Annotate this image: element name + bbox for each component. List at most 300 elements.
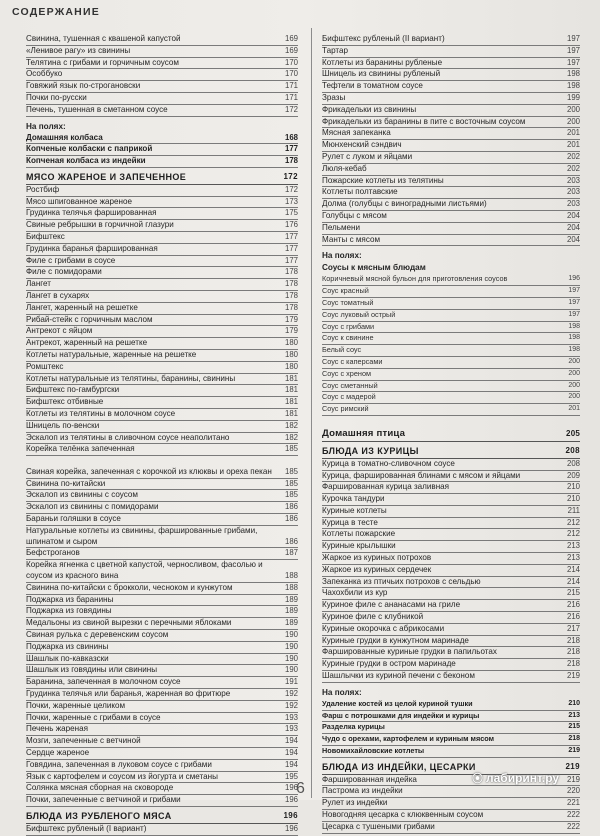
toc-entry <box>322 187 580 199</box>
toc-entry <box>322 459 580 471</box>
entry-title: Корейка телёнка запеченная <box>26 444 135 454</box>
toc-entry <box>26 244 298 256</box>
entry-title: Копченые колбаски с паприкой <box>26 144 153 154</box>
toc-entry <box>322 322 580 334</box>
toc-entry <box>322 529 580 541</box>
heading-title: БЛЮДА ИЗ ИНДЕЙКИ, ЦЕСАРКИ <box>322 761 476 772</box>
entry-title: Свинина по-китайски <box>26 478 106 488</box>
toc-entry <box>26 338 298 350</box>
toc-entry <box>322 588 580 600</box>
toc-entry <box>26 34 298 46</box>
entry-title: Фарш с потрошками для индейки и курицы <box>322 710 480 720</box>
toc-entry <box>322 404 580 416</box>
entry-page: 198 <box>568 334 580 342</box>
toc-entry <box>26 362 298 374</box>
entry-page: 197 <box>568 287 580 295</box>
toc-entry <box>26 760 298 772</box>
entry-title: Куриные котлеты <box>322 505 387 515</box>
entry-title: Чахохбили из кур <box>322 588 388 598</box>
entry-title: Медальоны из свиной вырезки с перечными яблоками <box>26 618 232 628</box>
toc-entry <box>26 105 298 117</box>
entry-title: Бараньи голяшки в соусе <box>26 514 121 524</box>
toc-entry <box>322 140 580 152</box>
entry-title: Соус с каперсами <box>322 356 383 366</box>
entry-title: Печень жареная <box>26 724 88 734</box>
entry-title: Жаркое из куриных сердечек <box>322 564 432 574</box>
toc-entry <box>26 291 298 303</box>
heading-title: Домашняя птица <box>322 427 406 439</box>
toc-entry <box>26 303 298 315</box>
entry-title: Куриное филе с ананасами на гриле <box>322 600 461 610</box>
entry-title: Курица, фаршированная блинами с мясом и яйцами <box>322 470 521 480</box>
entry-page: 172 <box>284 184 298 194</box>
entry-page: 168 <box>284 132 298 142</box>
entry-page: 197 <box>568 298 580 306</box>
entry-title: Свиная корейка, запеченная с корочкой из клюквы и ореха пекан <box>26 466 272 476</box>
toc-entry <box>322 81 580 93</box>
entry-page: 219 <box>566 774 580 784</box>
entry-title: Фрикадельки из свинины <box>322 104 417 114</box>
entry-page: 194 <box>284 748 298 758</box>
entry-page: 178 <box>284 302 298 312</box>
entry-title: Фаршированные куриные грудки в папильотах <box>322 647 497 657</box>
entry-page: 190 <box>284 630 298 640</box>
toc-entry <box>322 46 580 58</box>
entry-page: 222 <box>566 810 580 820</box>
entry-page: 186 <box>284 536 298 546</box>
entry-page: 179 <box>284 326 298 336</box>
toc-entry <box>26 374 298 386</box>
toc-entry <box>26 433 298 445</box>
entry-title: Бифштекс по-гамбургски <box>26 385 120 395</box>
entry-page: 203 <box>566 199 580 209</box>
entry-title: Тефтели в томатном соусе <box>322 81 423 91</box>
heading-page: 172 <box>283 171 298 181</box>
toc-entry <box>26 315 298 327</box>
entry-title: Соус красный <box>322 286 369 296</box>
entry-page: 193 <box>284 712 298 722</box>
toc-entry <box>322 211 580 223</box>
entry-title: «Ленивое рагу» из свинины <box>26 45 131 55</box>
entry-page: 211 <box>567 505 580 515</box>
entry-page: 169 <box>284 45 298 55</box>
entry-page: 197 <box>568 310 580 318</box>
entry-title: Грудинка баранья фаршированная <box>26 243 158 253</box>
entry-title: Соус с хреном <box>322 368 372 378</box>
entry-title: Антрекот с яйцом <box>26 326 93 336</box>
toc-entry <box>26 81 298 93</box>
entry-title: Рулет из индейки <box>322 798 388 808</box>
toc-entry <box>322 69 580 81</box>
toc-entry <box>322 34 580 46</box>
toc-entry <box>322 518 580 530</box>
toc-entry <box>322 333 580 345</box>
entry-title: Эскалоп из свинины с помидорами <box>26 502 159 512</box>
entry-page: 188 <box>284 571 298 581</box>
entry-page: 216 <box>566 600 580 610</box>
toc-entry <box>26 606 298 618</box>
entry-title: Куриное филе с клубникой <box>322 612 424 622</box>
toc-entry <box>322 235 580 247</box>
toc-entry <box>26 724 298 736</box>
entry-title: Домашняя колбаса <box>26 132 103 142</box>
toc-entry <box>322 164 580 176</box>
entry-page: 179 <box>284 314 298 324</box>
entry-page: 175 <box>284 208 298 218</box>
entry-page: 181 <box>284 397 298 407</box>
entry-title: Свиная рулька с деревенским соусом <box>26 630 169 640</box>
toc-entry <box>26 156 298 168</box>
toc-entry <box>322 810 580 822</box>
entry-page: 204 <box>566 234 580 244</box>
toc-entry <box>26 133 298 145</box>
entry-page: 198 <box>566 69 580 79</box>
toc-entry <box>322 671 580 683</box>
heading-page: 196 <box>283 811 298 820</box>
entry-page: 216 <box>566 612 580 622</box>
margin-notes-label: На полях: <box>322 687 362 697</box>
entry-title: Рибай-стейк с горчичным маслом <box>26 314 153 324</box>
entry-title: Соус томатный <box>322 297 374 307</box>
entry-page: 196 <box>568 275 580 283</box>
toc-entry <box>322 541 580 553</box>
entry-page: 187 <box>284 548 298 558</box>
entry-title: Бифштекс отбивные <box>26 397 104 407</box>
entry-title: Соус с мадерой <box>322 392 376 402</box>
toc-left-column <box>26 34 298 836</box>
entry-title: Поджарка из говядины <box>26 606 112 616</box>
toc-entry <box>26 795 298 807</box>
entry-title: Соус луковый острый <box>322 309 396 319</box>
toc-entry <box>26 548 298 560</box>
toc-entry <box>322 152 580 164</box>
toc-entry <box>322 647 580 659</box>
entry-title: Разделка курицы <box>322 722 385 732</box>
entry-title: Котлеты из баранины рубленые <box>322 57 443 67</box>
entry-title: Куриные окорочка с абрикосами <box>322 623 445 633</box>
entry-title: Грудинка телячья или баранья, жаренная во фритюре <box>26 689 231 699</box>
entry-page: 192 <box>284 689 298 699</box>
entry-title: Лангет, жаренный на решетке <box>26 302 138 312</box>
entry-page: 178 <box>284 156 298 166</box>
entry-page: 204 <box>566 210 580 220</box>
entry-title: Поджарка из свинины <box>26 641 109 651</box>
entry-page: 178 <box>284 290 298 300</box>
entry-title: Грудинка телячья фаршированная <box>26 208 157 218</box>
toc-entry <box>322 392 580 404</box>
toc-entry <box>322 612 580 624</box>
toc-entry <box>26 630 298 642</box>
entry-page: 176 <box>284 220 298 230</box>
entry-title: Пожарские котлеты из телятины <box>322 175 444 185</box>
toc-entry <box>26 560 298 583</box>
entry-page: 204 <box>566 222 580 232</box>
entry-title: Говядина, запеченная в луковом соусе с грибами <box>26 759 212 769</box>
entry-title: Котлеты из телятины в молочном соусе <box>26 408 176 418</box>
heading-title: БЛЮДА ИЗ КУРИЦЫ <box>322 445 419 456</box>
entry-title: Белый соус <box>322 345 362 355</box>
toc-right-column <box>322 34 580 834</box>
entry-title: Поджарка из баранины <box>26 594 114 604</box>
toc-entry <box>322 223 580 235</box>
entry-page: 185 <box>284 444 298 454</box>
entry-title: Почки, жаренные целиком <box>26 700 126 710</box>
toc-entry <box>322 699 580 711</box>
entry-page: 178 <box>284 279 298 289</box>
entry-page: 194 <box>284 759 298 769</box>
entry-title: Куриные крылышки <box>322 541 396 551</box>
entry-page: 189 <box>284 618 298 628</box>
entry-page: 177 <box>284 243 298 253</box>
entry-page: 201 <box>568 405 580 413</box>
entry-title: Мозги, запеченные с ветчиной <box>26 736 141 746</box>
toc-entry <box>322 298 580 310</box>
entry-title: Язык с картофелем и соусом из йогурта и сметаны <box>26 771 218 781</box>
entry-title: Ростбиф <box>26 184 60 194</box>
toc-entry <box>322 274 580 286</box>
toc-entry <box>322 494 580 506</box>
entry-title: Фрикадельки из баранины в пите с восточным соусом <box>322 116 526 126</box>
entry-page: 190 <box>284 641 298 651</box>
entry-page: 193 <box>284 724 298 734</box>
entry-page: 198 <box>568 322 580 330</box>
toc-entry <box>322 176 580 188</box>
entry-page: 186 <box>284 514 298 524</box>
toc-entry <box>322 600 580 612</box>
toc-entry <box>322 506 580 518</box>
toc-entry <box>26 279 298 291</box>
entry-title: Соус к свинине <box>322 333 374 343</box>
entry-page: 194 <box>284 736 298 746</box>
heading-page: 208 <box>565 445 580 455</box>
toc-entry <box>26 58 298 70</box>
entry-title: Солянка мясная сборная на сковороде <box>26 783 174 793</box>
entry-title: Шашлычки из куриной печени с беконом <box>322 671 475 681</box>
entry-page: 170 <box>284 57 298 67</box>
toc-entry <box>322 105 580 117</box>
entry-page: 213 <box>566 541 580 551</box>
toc-entry <box>26 350 298 362</box>
entry-title: Котлеты натуральные из телятины, баранины, свинины <box>26 373 236 383</box>
toc-entry <box>322 636 580 648</box>
entry-title: Курочка тандури <box>322 494 385 504</box>
toc-entry <box>26 220 298 232</box>
entry-title: Голубцы с мясом <box>322 210 387 220</box>
entry-page: 203 <box>566 175 580 185</box>
entry-page: 180 <box>284 349 298 359</box>
toc-entry <box>322 471 580 483</box>
entry-page: 218 <box>568 735 580 743</box>
entry-page: 195 <box>284 771 298 781</box>
toc-entry <box>322 822 580 834</box>
toc-entry <box>26 46 298 58</box>
heading-page: 205 <box>566 428 580 438</box>
entry-page: 209 <box>566 470 580 480</box>
entry-page: 170 <box>284 69 298 79</box>
toc-entry <box>322 577 580 589</box>
entry-title: Свиные ребрышки в горчичной глазури <box>26 220 174 230</box>
entry-page: 185 <box>284 478 298 488</box>
toc-entry <box>26 618 298 630</box>
entry-page: 213 <box>566 553 580 563</box>
entry-page: 202 <box>566 151 580 161</box>
entry-page: 200 <box>566 116 580 126</box>
entry-page: 200 <box>568 381 580 389</box>
entry-page: 220 <box>566 786 580 796</box>
entry-page: 192 <box>284 700 298 710</box>
entry-title: Зразы <box>322 92 346 102</box>
toc-entry <box>26 665 298 677</box>
entry-page: 182 <box>284 420 298 430</box>
entry-title: Рулет с луком и яйцами <box>322 151 413 161</box>
entry-page: 222 <box>566 821 580 831</box>
toc-entry <box>322 798 580 810</box>
toc-entry <box>322 734 580 746</box>
toc-entry <box>26 185 298 197</box>
toc-entry <box>26 689 298 701</box>
entry-title: Филе с помидорами <box>26 267 102 277</box>
toc-entry <box>26 385 298 397</box>
entry-title: Баранина, запеченная в молочном соусе <box>26 677 181 687</box>
page-title: СОДЕРЖАНИЕ <box>12 6 100 18</box>
entry-page: 214 <box>566 576 580 586</box>
toc-entry <box>26 772 298 784</box>
toc-entry <box>322 93 580 105</box>
toc-entry <box>26 197 298 209</box>
toc-entry <box>322 482 580 494</box>
toc-entry <box>322 58 580 70</box>
toc-entry <box>322 345 580 357</box>
toc-entry <box>26 502 298 514</box>
entry-title: Лангет в сухарях <box>26 290 90 300</box>
toc-entry <box>26 642 298 654</box>
entry-page: 189 <box>284 594 298 604</box>
entry-title: Бифштекс рубленый (I вариант) <box>26 823 147 833</box>
entry-title: Котлеты пожарские <box>322 529 396 539</box>
entry-page: 188 <box>284 582 298 592</box>
toc-entry <box>322 117 580 129</box>
entry-page: 200 <box>568 393 580 401</box>
toc-entry <box>322 357 580 369</box>
toc-entry <box>322 553 580 565</box>
toc-entry <box>26 701 298 713</box>
heading-page: 219 <box>565 761 580 771</box>
section-heading <box>322 445 580 459</box>
entry-page: 198 <box>566 81 580 91</box>
toc-entry <box>26 748 298 760</box>
entry-title: Ромштекс <box>26 361 64 371</box>
entry-page: 177 <box>284 255 298 265</box>
entry-page: 181 <box>284 373 298 383</box>
toc-entry <box>322 128 580 140</box>
toc-entry <box>26 69 298 81</box>
heading-title: БЛЮДА ИЗ РУБЛЕНОГО МЯСА <box>26 811 172 821</box>
entry-title: Корейка ягненка с цветной капустой, черносливом, фасолью и соусом из красного вина <box>26 560 263 581</box>
entry-page: 213 <box>568 711 580 719</box>
toc-entry <box>26 409 298 421</box>
entry-page: 191 <box>284 677 298 687</box>
entry-page: 185 <box>284 466 298 476</box>
entry-title: Котлеты натуральные, жаренные на решетке <box>26 349 197 359</box>
toc-entry <box>322 286 580 298</box>
entry-page: 178 <box>284 267 298 277</box>
chapter-heading <box>322 427 580 442</box>
entry-title: Особбуко <box>26 69 63 79</box>
toc-entry <box>26 326 298 338</box>
heading-title: МЯСО ЖАРЕНОЕ И ЗАПЕЧЕННОЕ <box>26 171 187 182</box>
entry-page: 217 <box>566 623 580 633</box>
entry-title: Запеканка из птичьих потрохов с сельдью <box>322 576 481 586</box>
entry-title: Свинина, тушенная с квашеной капустой <box>26 34 181 43</box>
toc-entry <box>26 824 298 836</box>
entry-title: Свинина по-китайски с брокколи, чесноком и кунжутом <box>26 582 233 592</box>
entry-title: Мюнхенский сэндвич <box>322 140 402 150</box>
entry-title: Долма (голубцы с виноградными листьями) <box>322 199 487 209</box>
entry-title: Куриные грудки в остром маринаде <box>322 659 456 669</box>
entry-page: 218 <box>566 635 580 645</box>
entry-title: Фаршированная курица заливная <box>322 482 450 492</box>
toc-entry <box>26 208 298 220</box>
entry-title: Антрекот, жаренный на решетке <box>26 338 148 348</box>
entry-page: 219 <box>566 671 580 681</box>
toc-entry <box>26 397 298 409</box>
entry-page: 218 <box>566 659 580 669</box>
entry-title: Эскалоп из телятины в сливочном соусе неаполитано <box>26 432 230 442</box>
toc-entry <box>26 583 298 595</box>
entry-title: Шашлык по-кавказски <box>26 653 109 663</box>
entry-page: 201 <box>566 140 580 150</box>
entry-title: Фаршированная индейка <box>322 774 417 784</box>
entry-page: 180 <box>284 361 298 371</box>
entry-title: Шашлык из говядины или свинины <box>26 665 158 675</box>
entry-page: 203 <box>566 187 580 197</box>
entry-page: 181 <box>284 408 298 418</box>
entry-page: 210 <box>566 494 580 504</box>
entry-page: 214 <box>566 564 580 574</box>
entry-title: Телятина с грибами и горчичным соусом <box>26 57 179 67</box>
toc-entry <box>322 310 580 322</box>
toc-entry <box>322 565 580 577</box>
toc-entry <box>322 659 580 671</box>
entry-title: Жаркое из куриных потрохов <box>322 553 432 563</box>
entry-page: 180 <box>284 338 298 348</box>
entry-page: 201 <box>566 128 580 138</box>
toc-entry <box>26 456 298 479</box>
toc-entry <box>26 783 298 795</box>
entry-title: Говяжий язык по-строгановски <box>26 81 141 91</box>
toc-entry <box>26 595 298 607</box>
entry-page: 202 <box>566 163 580 173</box>
toc-entry <box>322 381 580 393</box>
entry-title: Копченая колбаса из индейки <box>26 156 146 166</box>
entry-page: 218 <box>566 647 580 657</box>
entry-title: Шницель из свинины рубленый <box>322 69 441 79</box>
toc-entry <box>26 267 298 279</box>
entry-page: 208 <box>566 458 580 468</box>
entry-title: Мясо шпигованное жареное <box>26 196 132 206</box>
column-divider <box>311 28 312 798</box>
toc-entry <box>26 444 298 456</box>
toc-entry <box>26 256 298 268</box>
watermark-text: лабиринт.ру <box>486 771 560 785</box>
entry-page: 197 <box>566 45 580 55</box>
toc-entry <box>26 144 298 156</box>
toc-entry <box>322 369 580 381</box>
entry-title: Лангет <box>26 279 51 289</box>
entry-title: Пельмени <box>322 222 361 232</box>
entry-page: 190 <box>284 653 298 663</box>
entry-title: Тартар <box>322 45 349 55</box>
